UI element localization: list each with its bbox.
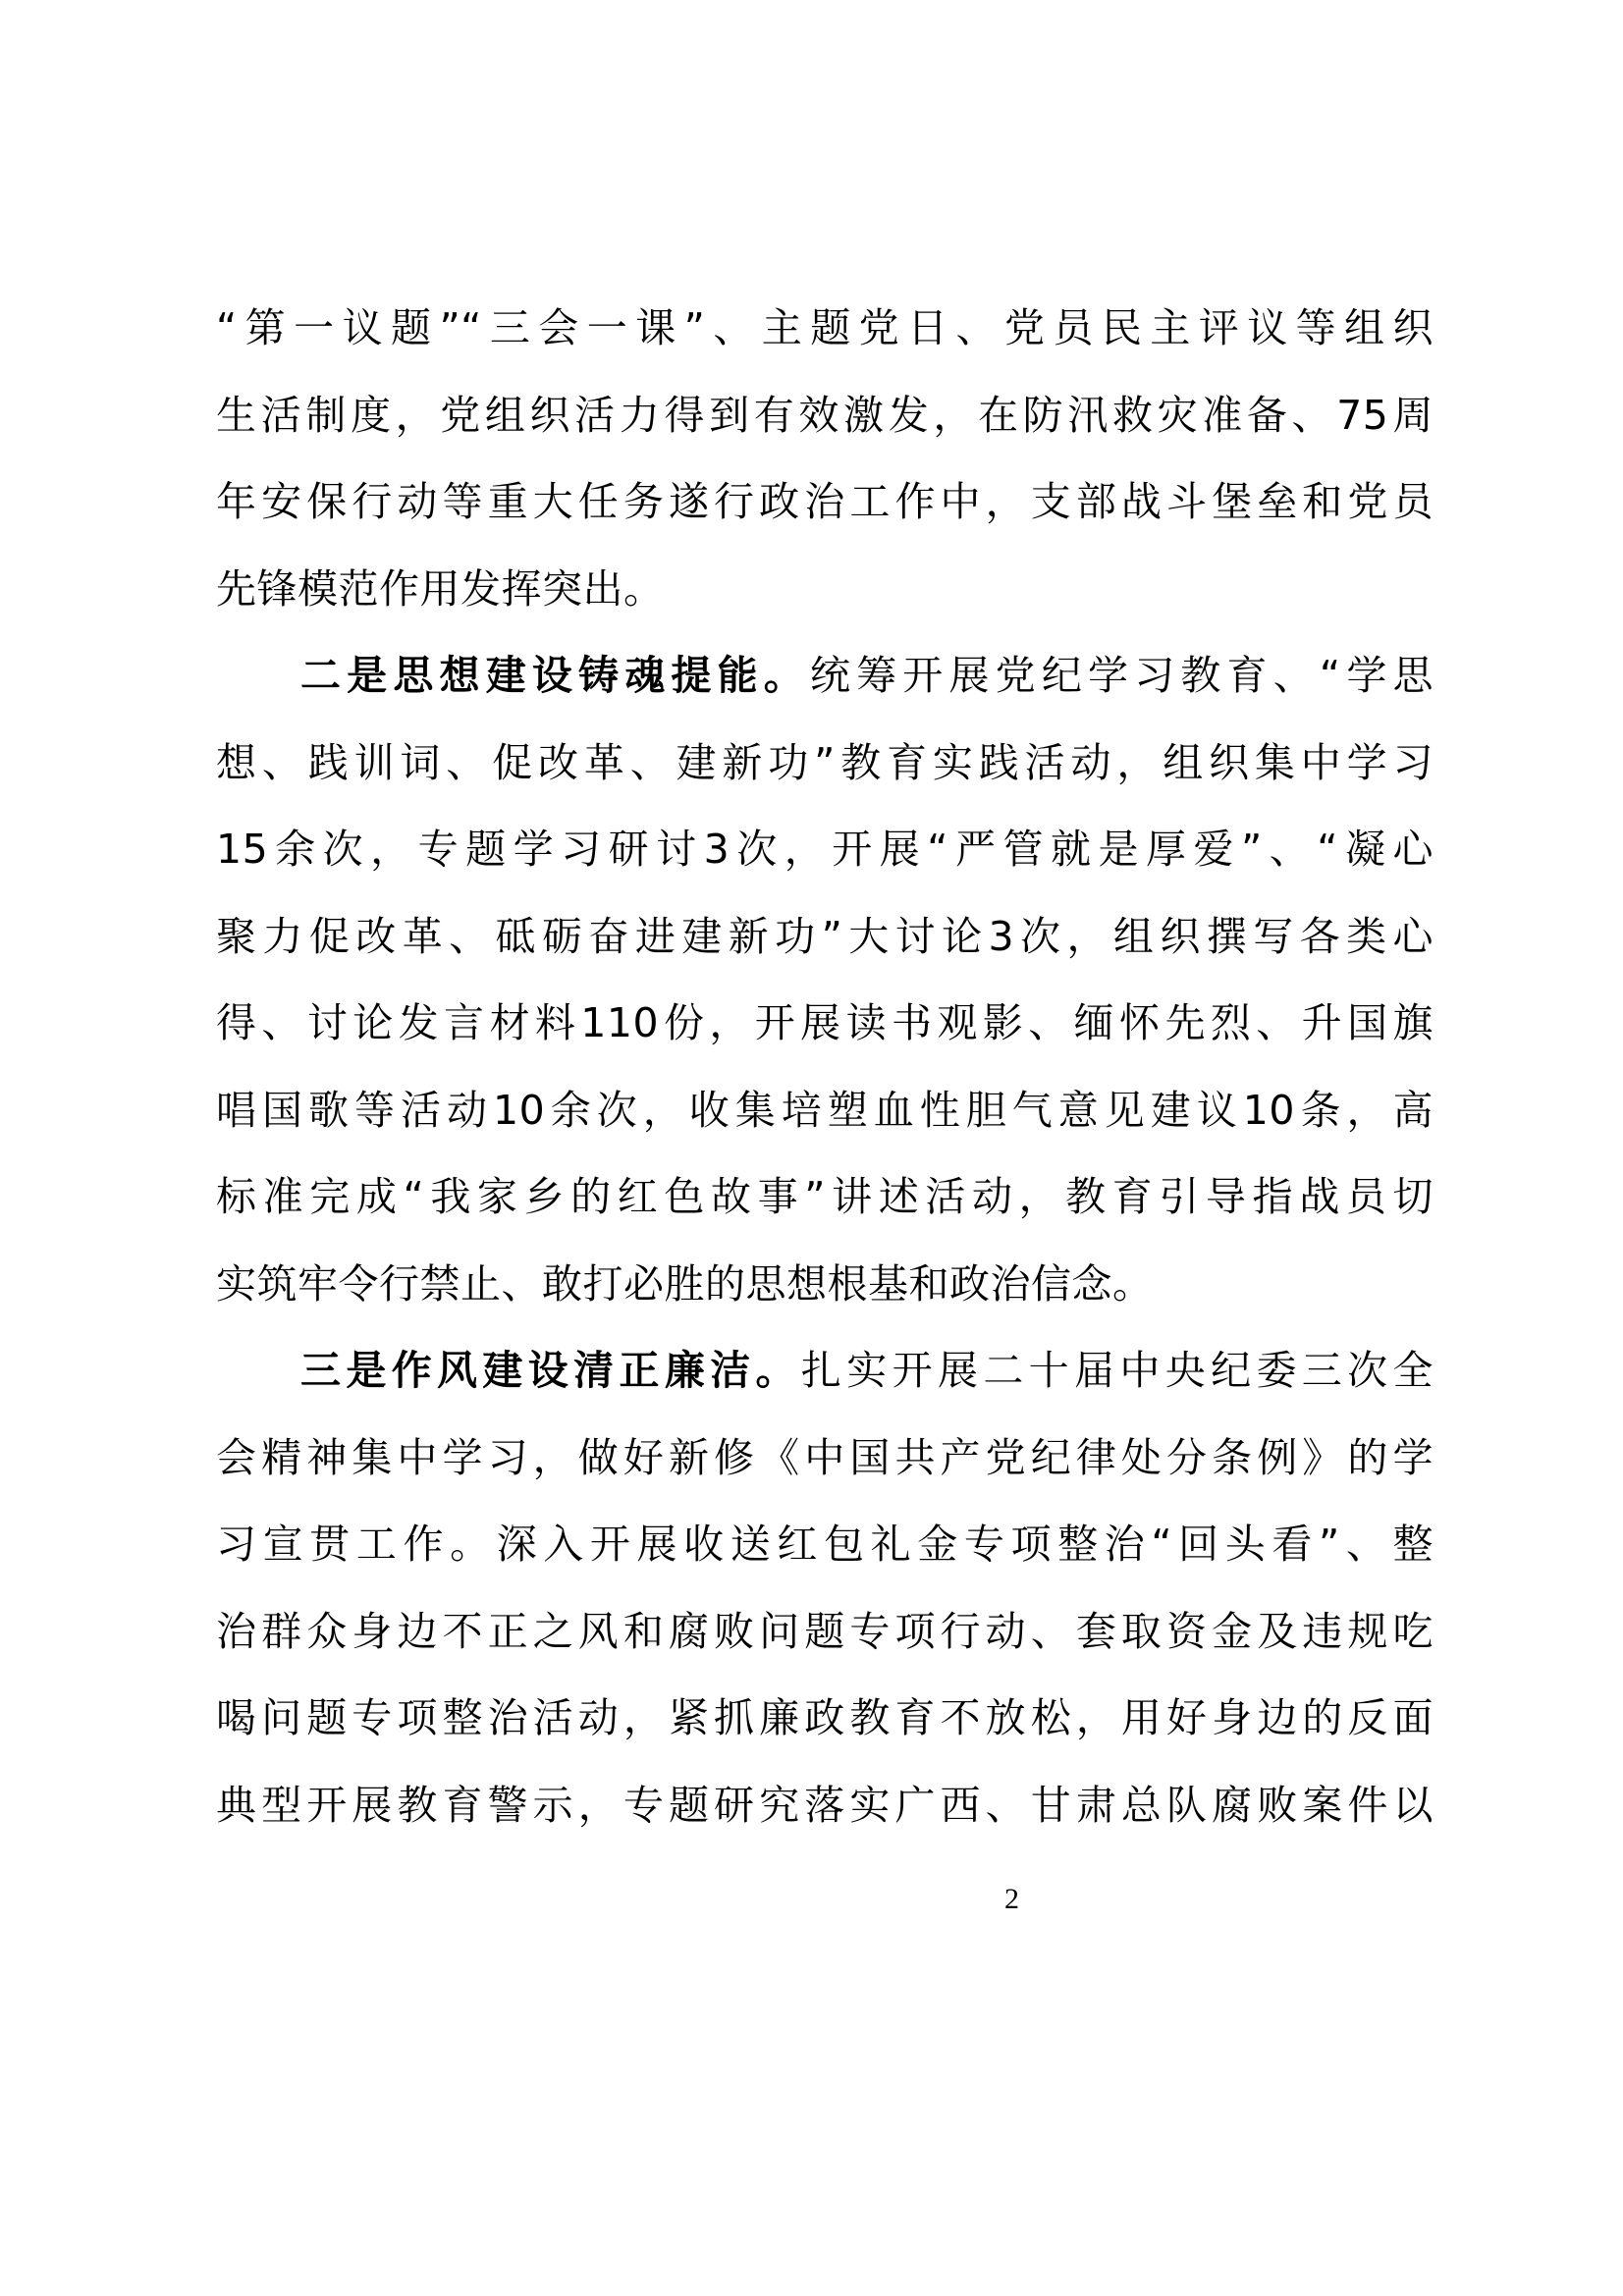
paragraph-2-line-2: 想、践训词、促改革、建新功”教育实践活动，组织集中学习 [216,738,1434,786]
paragraph-3-line-5: 喝问题专项整治活动，紧抓廉政教育不放松，用好身边的反面 [216,1694,1434,1741]
paragraph-2-lead-heading: 二是思想建设铸魂提能。 [300,652,810,699]
paragraph-2-line-8: 实筑牢令行禁止、敢打必胜的思想根基和政治信念。 [216,1259,1154,1308]
paragraph-2-line-7: 标准完成“我家乡的红色故事”讲述活动，教育引导指战员切 [216,1173,1434,1220]
paragraph-3-line-1-text: 扎实开展二十届中央纪委三次全 [800,1347,1434,1394]
paragraph-2-line-1-text: 统筹开展党纪学习教育、“学思 [809,652,1434,699]
paragraph-2-line-6: 唱国歌等活动10余次，收集培塑血性胆气意见建议10条，高 [216,1086,1434,1134]
paragraph-3-line-3: 习宣贯工作。深入开展收送红包礼金专项整治“回头看”、整 [216,1521,1434,1568]
page-number: 2 [1004,1883,1019,1915]
paragraph-3-line-1 [216,1327,1434,1415]
paragraph-1-line-4: 先锋模范作用发挥突出。 [216,564,665,613]
paragraph-2-line-1 [216,632,1434,720]
paragraph-3-line-6: 典型开展教育警示，专题研究落实广西、甘肃总队腐败案件以 [216,1781,1434,1829]
paragraph-3-line-4: 治群众身边不正之风和腐败问题专项行动、套取资金及违规吃 [216,1607,1434,1655]
paragraph-1-line-1: “第一议题”“三会一课”、主题党日、党员民主评议等组织 [216,304,1434,351]
paragraph-1-line-3: 年安保行动等重大任务遂行政治工作中，支部战斗堡垒和党员 [216,478,1434,525]
paragraph-1-line-2: 生活制度，党组织活力得到有效激发，在防汛救灾准备、75周 [216,391,1434,439]
paragraph-2-line-5: 得、讨论发言材料110份，开展读书观影、缅怀先烈、升国旗 [216,999,1434,1046]
paragraph-2-line-4: 聚力促改革、砥砺奋进建新功”大讨论3次，组织撰写各类心 [216,912,1434,960]
paragraph-3-lead-heading: 三是作风建设清正廉洁。 [300,1347,801,1394]
paragraph-2-line-3: 15余次，专题学习研讨3次，开展“严管就是厚爱”、“凝心 [216,826,1434,873]
body-text [216,285,1434,1848]
paragraph-3-line-2: 会精神集中学习，做好新修《中国共产党纪律处分条例》的学 [216,1433,1434,1481]
